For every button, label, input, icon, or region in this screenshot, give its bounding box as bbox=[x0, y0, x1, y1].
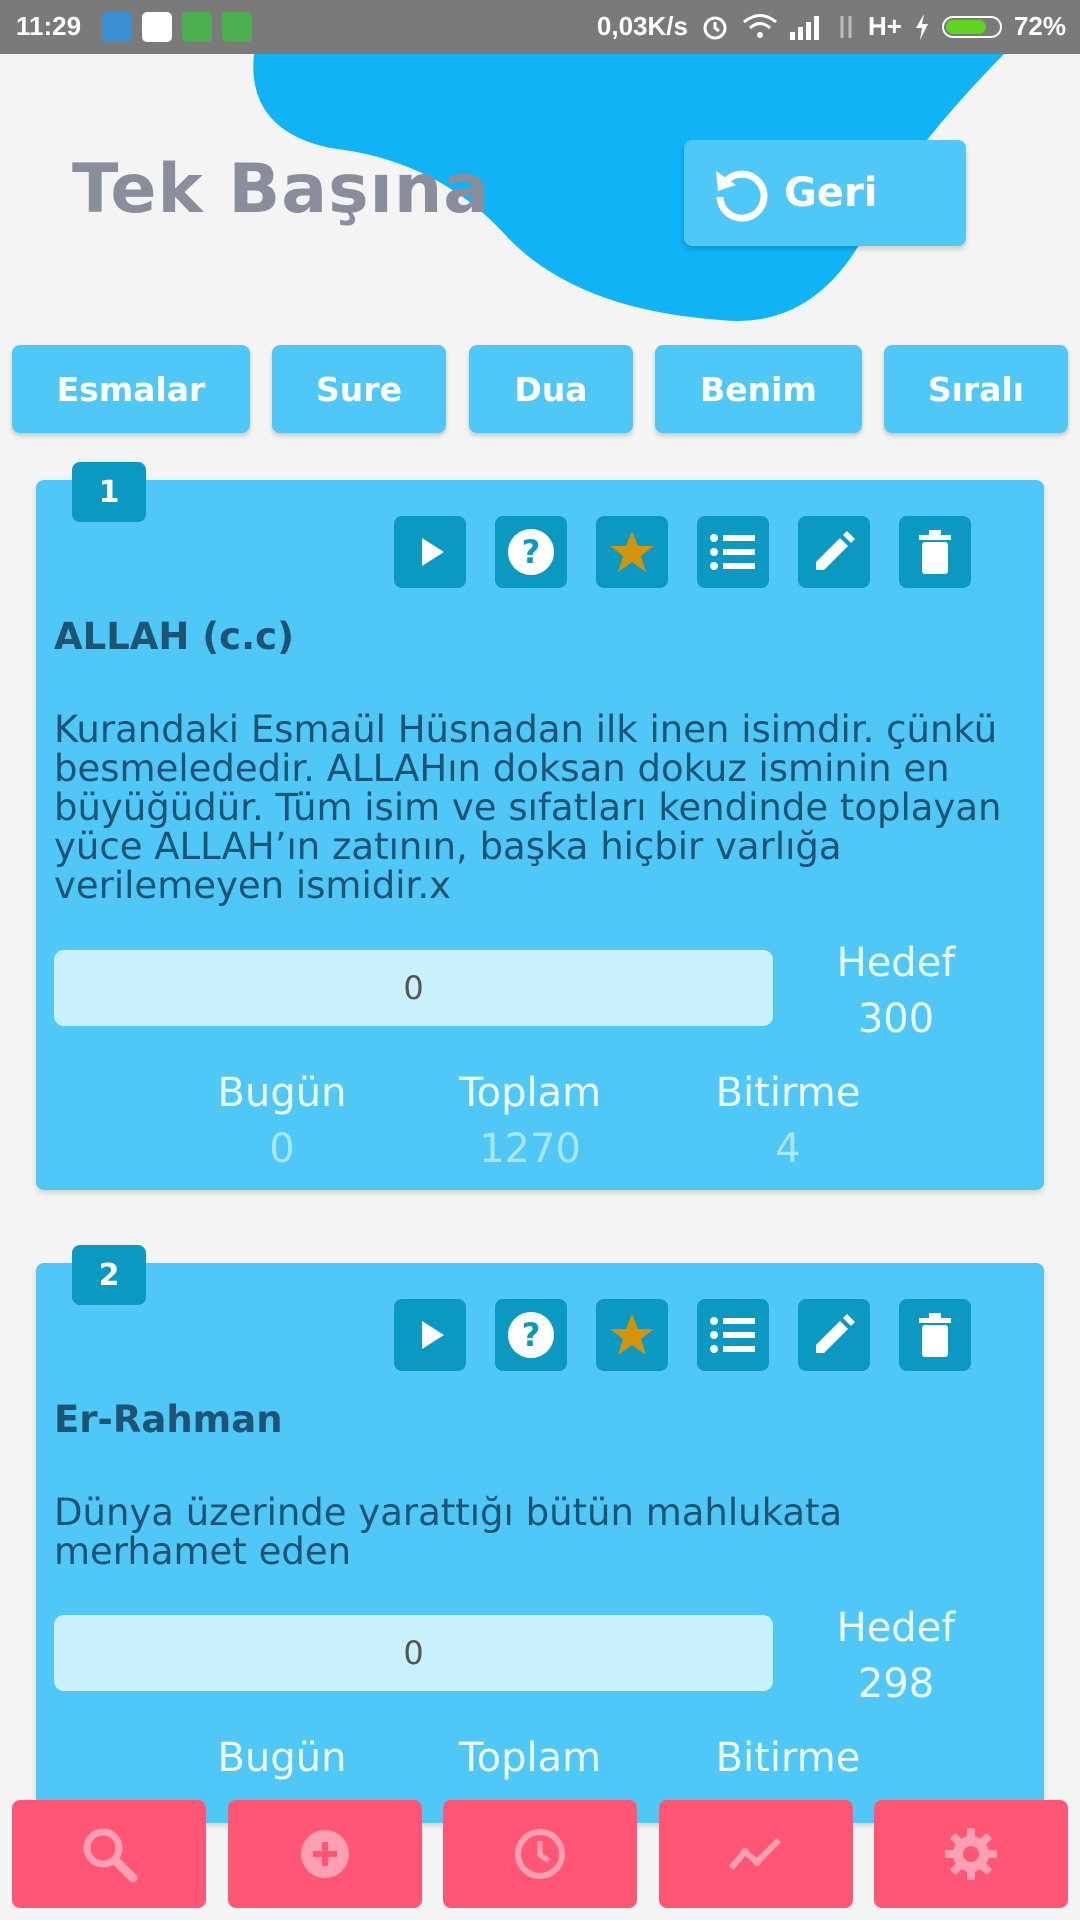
card-number: 2 bbox=[72, 1245, 146, 1305]
card-description: Dünya üzerinde yarattığı bütün mahlukata merhamet eden bbox=[54, 1491, 843, 1573]
usb-icon bbox=[102, 12, 132, 42]
help-button[interactable] bbox=[495, 516, 567, 588]
gear-icon bbox=[943, 1826, 999, 1882]
hedef-label: Hedef bbox=[836, 1605, 956, 1651]
card-description: Kurandaki Esmaül Hüsnadan ilk inen isimdir. çünkü besmelededir. ALLAHın doksan dokuz isminin en büyüğüdür. Tüm isim ve sıfatları kendinde toplayan yüce ALLAH’ın zatının, başka hiçbir varlığa verilemeyen ismidir.x bbox=[54, 708, 1002, 907]
tab-esmalar[interactable]: Esmalar bbox=[12, 345, 250, 433]
today-label: Bugün bbox=[217, 1735, 347, 1781]
hedef-value: 300 bbox=[857, 996, 935, 1042]
card-title: ALLAH (c.c) bbox=[54, 615, 295, 658]
add-circle-icon bbox=[299, 1828, 351, 1880]
star-icon bbox=[608, 1311, 656, 1359]
today-value: 0 bbox=[269, 1126, 295, 1172]
notification-icons bbox=[102, 12, 252, 42]
help-button[interactable] bbox=[495, 1299, 567, 1371]
total-stat bbox=[420, 1730, 640, 1786]
help-icon bbox=[506, 527, 556, 577]
chart-line-icon bbox=[727, 1834, 785, 1874]
nav-history-button[interactable] bbox=[443, 1800, 637, 1908]
total-stat bbox=[420, 1065, 640, 1177]
nav-add-button[interactable] bbox=[228, 1800, 422, 1908]
today-stat bbox=[172, 1065, 392, 1177]
nav-stats-button[interactable] bbox=[659, 1800, 853, 1908]
hedef-label: Hedef bbox=[836, 940, 956, 986]
list-icon bbox=[709, 1315, 757, 1355]
clock-app-icon bbox=[142, 12, 172, 42]
trash-icon bbox=[917, 1312, 953, 1358]
wifi-icon bbox=[742, 13, 778, 41]
card-title: Er-Rahman bbox=[54, 1398, 283, 1441]
hedef-value: 298 bbox=[857, 1661, 935, 1707]
alarm-icon bbox=[700, 12, 730, 42]
finish-label: Bitirme bbox=[715, 1070, 861, 1116]
nav-search-button[interactable] bbox=[12, 1800, 206, 1908]
search-icon bbox=[80, 1825, 138, 1883]
tab-sirali[interactable]: Sıralı bbox=[884, 345, 1068, 433]
card-actions bbox=[394, 516, 971, 588]
tab-sure[interactable]: Sure bbox=[272, 345, 446, 433]
edit-button[interactable] bbox=[798, 516, 870, 588]
esma-card bbox=[36, 474, 1044, 1190]
delete-button[interactable] bbox=[899, 1299, 971, 1371]
favorite-button[interactable] bbox=[596, 1299, 668, 1371]
star-icon bbox=[608, 528, 656, 576]
android-icon bbox=[222, 12, 252, 42]
nav-settings-button[interactable] bbox=[874, 1800, 1068, 1908]
finish-label: Bitirme bbox=[715, 1735, 861, 1781]
total-label: Toplam bbox=[458, 1070, 602, 1116]
trash-icon bbox=[917, 529, 953, 575]
status-time: 11:29 bbox=[16, 11, 82, 41]
battery-icon bbox=[942, 16, 1002, 38]
edit-icon bbox=[812, 1313, 856, 1357]
tab-dua[interactable]: Dua bbox=[469, 345, 633, 433]
delete-button[interactable] bbox=[899, 516, 971, 588]
signal-icon bbox=[790, 14, 824, 40]
finish-stat bbox=[678, 1065, 898, 1177]
finish-stat bbox=[678, 1730, 898, 1786]
list-button[interactable] bbox=[697, 516, 769, 588]
android-icon bbox=[182, 12, 212, 42]
svg-text:?: ? bbox=[521, 1316, 541, 1354]
hedef-block bbox=[796, 1600, 996, 1712]
charging-icon bbox=[914, 14, 930, 40]
finish-value: 4 bbox=[775, 1126, 801, 1172]
today-label: Bugün bbox=[217, 1070, 347, 1116]
play-icon bbox=[410, 1315, 450, 1355]
category-tabs bbox=[0, 345, 1080, 433]
svg-text:?: ? bbox=[521, 533, 541, 571]
counter-input[interactable]: 0 bbox=[54, 950, 773, 1026]
today-stat bbox=[172, 1730, 392, 1786]
list-button[interactable] bbox=[697, 1299, 769, 1371]
network-type: H+ bbox=[867, 11, 902, 41]
favorite-button[interactable] bbox=[596, 516, 668, 588]
total-label: Toplam bbox=[458, 1735, 602, 1781]
back-label: Geri bbox=[784, 170, 878, 216]
play-button[interactable] bbox=[394, 516, 466, 588]
tab-benim[interactable]: Benim bbox=[655, 345, 862, 433]
edit-icon bbox=[812, 530, 856, 574]
play-icon bbox=[410, 532, 450, 572]
help-icon bbox=[506, 1310, 556, 1360]
esma-card bbox=[36, 1257, 1044, 1823]
clock-icon bbox=[513, 1827, 567, 1881]
edit-button[interactable] bbox=[798, 1299, 870, 1371]
bottom-nav bbox=[0, 1800, 1080, 1910]
counter-input[interactable]: 0 bbox=[54, 1615, 773, 1691]
hedef-block bbox=[796, 935, 996, 1047]
play-button[interactable] bbox=[394, 1299, 466, 1371]
battery-percent: 72% bbox=[1013, 11, 1066, 41]
network-speed: 0,03K/s bbox=[596, 11, 688, 41]
undo-icon bbox=[710, 163, 770, 223]
back-button[interactable] bbox=[684, 140, 966, 246]
card-number: 1 bbox=[72, 462, 146, 522]
page-title: Tek Başına bbox=[72, 150, 491, 229]
card-actions bbox=[394, 1299, 971, 1371]
data-arrows-icon bbox=[836, 14, 856, 40]
list-icon bbox=[709, 532, 757, 572]
total-value: 1270 bbox=[479, 1126, 581, 1172]
